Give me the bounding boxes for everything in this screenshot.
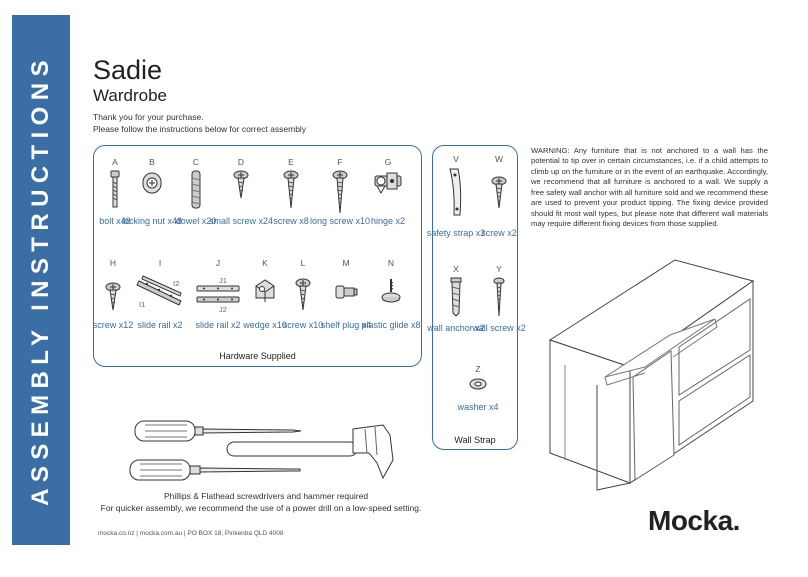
item-label: wedge x10 (243, 320, 287, 330)
tools-illustration (125, 405, 415, 485)
item-label: slide rail x2 (195, 320, 241, 330)
wall-anchor-icon (449, 277, 463, 317)
item-letter: X (453, 264, 459, 274)
hinge-icon (373, 170, 403, 196)
item-label: dowel x20 (175, 216, 217, 226)
item-letter: E (288, 157, 294, 167)
long-screw-icon (332, 170, 348, 214)
shelf-plug-icon (334, 282, 358, 302)
wall-strap-item-z (448, 364, 508, 391)
item-letter: M (342, 258, 350, 268)
item-label: screw x12 (92, 320, 134, 330)
rail-part-label: J1 (219, 276, 227, 285)
flathead-screwdriver-icon (130, 460, 300, 480)
item-letter: L (300, 258, 306, 268)
item-label: safety strap x2 (426, 228, 486, 238)
item-letter: W (494, 154, 504, 164)
item-label: bolt x48 (99, 216, 131, 226)
plastic-glide-icon (380, 278, 402, 304)
screw-icon (105, 282, 121, 312)
item-letter: V (453, 154, 459, 164)
washer-icon (468, 377, 488, 391)
item-letter: N (387, 258, 395, 268)
item-letter: Z (475, 364, 481, 374)
item-letter: A (112, 157, 118, 167)
rail-part-label: J2 (219, 305, 227, 314)
rail-part-label: I1 (139, 300, 146, 309)
item-letter: G (384, 157, 392, 167)
thanks-text: Thank you for your purchase. (93, 112, 204, 122)
wall-strap-item-y (469, 264, 529, 317)
small-screw-icon (233, 170, 249, 200)
item-letter: I (158, 258, 162, 268)
locking-nut-icon (141, 170, 163, 196)
item-letter: K (262, 258, 268, 268)
item-label: plastic glide x8 (361, 320, 421, 330)
screw-icon (491, 176, 507, 210)
tools-caption: Phillips & Flathead screwdrivers and hammer required (163, 491, 369, 501)
item-label: small screw x24 (208, 216, 273, 226)
item-label: wall screw x2 (472, 323, 526, 333)
item-label: screw x10 (282, 320, 324, 330)
wall-screw-icon (493, 277, 505, 317)
item-letter: D (237, 157, 245, 167)
rail-part-label: I2 (173, 279, 180, 288)
screw-icon (295, 278, 311, 312)
wall-strap-item-w (469, 154, 529, 210)
power-drill-tip: For quicker assembly, we recommend the use of a power drill on a low-speed setting. (100, 503, 422, 513)
safety-strap-icon (446, 167, 466, 217)
phillips-screwdriver-icon (135, 421, 301, 441)
item-label: wall anchor x2 (427, 323, 485, 333)
cabinet-illustration (545, 255, 770, 495)
item-label: washer x4 (457, 402, 499, 412)
dowel-icon (190, 170, 202, 210)
product-title: Sadie (93, 55, 163, 85)
item-label: locking nut x48 (121, 216, 183, 226)
bolt-icon (108, 170, 122, 210)
item-letter: H (109, 258, 117, 268)
hardware-item-n (361, 258, 421, 304)
item-letter: Y (496, 264, 502, 274)
brand-logo: Mocka. (648, 505, 740, 536)
item-label: screw x2 (481, 228, 517, 238)
warning-text: WARNING: Any furniture that is not anchored to a wall has the potential to tip over in certain circumstances, i.e. if a child attempts to climb up on the furniture or in the event of an earthquake. Accordingly, we recommend that all furniture is anchored to a wall. We supply a free safety wall anchor with all furniture sold and we recommend these are used to prevent your product tipping. The fixing device provided should fit most wall types, but please note that different wall materials may require different fixing devices from those supplied. (531, 146, 768, 229)
wall-strap-caption: Wall Strap (454, 435, 496, 445)
side-banner-text: ASSEMBLY INSTRUCTIONS (27, 54, 54, 506)
item-letter: J (215, 258, 221, 268)
product-subtitle: Wardrobe (93, 86, 168, 105)
instruction-text: Please follow the instructions below for correct assembly (93, 124, 307, 134)
hardware-caption: Hardware Supplied (219, 351, 296, 361)
item-label: hinge x2 (370, 216, 406, 226)
item-label: long screw x10 (309, 216, 371, 226)
item-letter: B (149, 157, 155, 167)
item-label: shelf plug x4 (320, 320, 372, 330)
footer-contact: mocka.co.nz | mocka.com.au | PO BOX 18, Pinkenba QLD 4008 (98, 530, 284, 537)
item-letter: C (192, 157, 200, 167)
screw-icon (283, 170, 299, 210)
item-letter: F (337, 157, 343, 167)
item-label: slide rail x2 (137, 320, 183, 330)
hardware-item-g (358, 157, 418, 196)
item-label: screw x8 (273, 216, 309, 226)
